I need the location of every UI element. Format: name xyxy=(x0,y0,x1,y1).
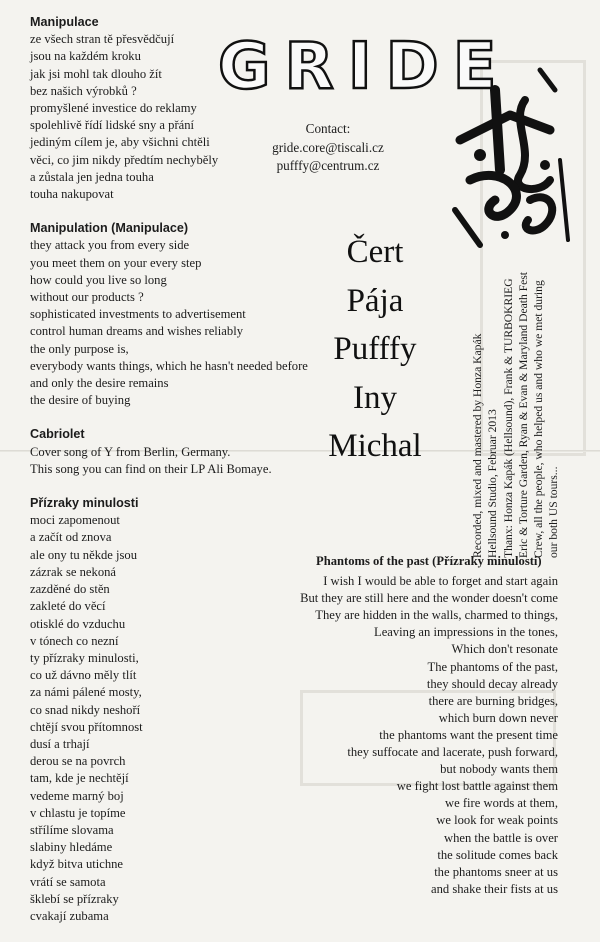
lyric-line: tam, kde je nechtějí xyxy=(30,771,129,786)
lyric-line: bez našich výrobků ? xyxy=(30,83,137,98)
lyric-line: The phantoms of the past, xyxy=(427,659,558,674)
lyric-line: dusí a trhají xyxy=(30,736,90,751)
lyrics-section xyxy=(30,220,330,409)
section-title: Přízraky minulosti xyxy=(30,496,139,511)
section-title: Manipulace xyxy=(30,15,99,29)
lyric-line: we look for weak points xyxy=(436,813,558,828)
lyric-line: But they are still here and the wonder doesn't come xyxy=(300,591,558,606)
contact-email: pufffy@centrum.cz xyxy=(276,158,380,173)
lyric-line: střílíme slovama xyxy=(30,822,114,837)
lyric-line: moci zapomenout xyxy=(30,513,120,528)
lyric-line: za námi pálené mosty, xyxy=(30,685,142,700)
credits-line: Hellsound Studio, Februar 2013 xyxy=(486,409,500,558)
lyric-line: v tónech co nezní xyxy=(30,633,119,648)
lyric-line: šklebí se přízraky xyxy=(30,891,119,906)
section-title: Cabriolet xyxy=(30,427,85,442)
lyric-line: jsou na každém kroku xyxy=(30,49,141,64)
lyric-line: v chlastu je topíme xyxy=(30,805,126,820)
lyric-line: derou se na povrch xyxy=(30,754,126,769)
credits-line: Thanx: Honza Kapák (Hellsound), Frank & TURBOKRIEG xyxy=(501,278,515,558)
lyric-line: ale ony tu někde jsou xyxy=(30,547,138,562)
lyric-line: Which don't resonate xyxy=(451,642,558,657)
contact-email: gride.core@tiscali.cz xyxy=(272,139,384,155)
lyric-line: Leaving an impressions in the tones, xyxy=(374,625,558,640)
lyric-line: promyšlené investice do reklamy xyxy=(30,101,197,116)
lyric-line: chtějí svou přítomnost xyxy=(30,719,143,734)
lyric-line: without our products ? xyxy=(30,290,144,305)
lyric-line: zázrak se nekoná xyxy=(30,564,117,579)
contact-heading: Contact: xyxy=(305,121,351,136)
lyric-line: control human dreams and wishes reliably xyxy=(30,324,243,339)
lyric-line: everybody wants things, which he hasn't needed before xyxy=(30,358,308,373)
lyric-line: I wish I would be able to forget and start again xyxy=(323,574,558,589)
lyric-line: they suffocate and lacerate, push forward, xyxy=(347,745,558,760)
lyric-line: the phantoms sneer at us xyxy=(434,864,558,879)
lyric-line: when the battle is over xyxy=(443,830,558,845)
lyric-line: jediným cílem je, aby všichni chtěli xyxy=(30,135,210,150)
lyric-line: otisklé do vzduchu xyxy=(30,616,126,631)
credits-line: Crew, all the people, who helped us and who we met during xyxy=(532,280,546,558)
band-members xyxy=(300,228,450,471)
section-title: Manipulation (Manipulace) xyxy=(30,221,189,236)
lyric-line: spolehlivě řídí lidské sny a přání xyxy=(30,118,195,133)
lyric-line: how could you live so long xyxy=(30,272,167,287)
lyric-line: Cover song of Y from Berlin, Germany. xyxy=(30,444,231,459)
lyric-line: co snad nikdy neshoří xyxy=(30,702,141,717)
lyric-line: sophisticated investments to advertisement xyxy=(30,307,246,322)
lyric-line: cvakají zubama xyxy=(30,908,109,923)
lyric-line: they should decay already xyxy=(426,676,558,691)
phantoms-title: Phantoms of the past (Přízraky minulosti) xyxy=(316,554,542,568)
lyric-line: a zůstala jen jedna touha xyxy=(30,169,154,184)
lyric-line: there are burning bridges, xyxy=(428,693,558,708)
member-name: Pufffy xyxy=(333,331,417,367)
contact-block xyxy=(268,120,388,176)
lyric-line: vedeme marný boj xyxy=(30,788,124,803)
lyric-line: they attack you from every side xyxy=(30,238,190,253)
lyric-line: and only the desire remains xyxy=(30,376,169,391)
lyric-line: ze všech stran tě přesvědčují xyxy=(30,32,175,47)
lyrics-section xyxy=(30,426,330,478)
member-name: Iny xyxy=(353,379,397,416)
lyric-line: we fight lost battle against them xyxy=(396,779,558,794)
lyric-line: a začít od znova xyxy=(30,530,112,545)
credits-block xyxy=(470,228,562,558)
lyric-line: když bitva utichne xyxy=(30,857,124,872)
lyric-line: This song you can find on their LP Ali Bomaye. xyxy=(30,461,272,476)
member-name: Pája xyxy=(346,282,404,319)
lyric-line: but nobody wants them xyxy=(440,762,558,777)
graffiti-tag-scrawl xyxy=(440,60,570,250)
lyric-line: slabiny hledáme xyxy=(30,840,113,855)
lyric-line: the desire of buying xyxy=(30,393,131,408)
credits-line: Eric & Torture Garden, Ryan & Evan & Maryland Death Fest xyxy=(516,271,530,558)
lyric-line: and shake their fists at us xyxy=(431,881,558,896)
member-name: Michal xyxy=(328,428,422,464)
lyric-line: you meet them on your every step xyxy=(30,255,202,270)
lyric-line: we fire words at them, xyxy=(445,796,558,811)
member-name: Čert xyxy=(346,234,404,270)
band-name: GRIDE xyxy=(218,30,511,104)
lyric-line: co už dávno měly tlít xyxy=(30,668,137,683)
lyric-line: They are hidden in the walls, charmed to things, xyxy=(315,608,558,623)
lyric-line: the solitude comes back xyxy=(437,847,558,862)
credits-line: Recorded, mixed and mastered by Honza Kapák xyxy=(471,333,484,558)
lyric-line: vrátí se samota xyxy=(30,874,106,889)
lyric-line: jak jsi mohl tak dlouho žít xyxy=(30,66,162,81)
lyric-line: věci, co jim nikdy předtím nechyběly xyxy=(30,152,219,167)
lyric-line: zazděné do stěn xyxy=(30,582,110,597)
lyric-line: ty přízraky minulosti, xyxy=(30,650,139,665)
lyric-line: which burn down never xyxy=(438,710,558,725)
lyric-line: touha nakupovat xyxy=(30,187,114,202)
lyric-line: zakleté do věcí xyxy=(30,599,106,614)
credits-line: our both US tours... xyxy=(547,466,561,558)
phantoms-lyrics xyxy=(268,553,568,898)
lyric-line: the phantoms want the present time xyxy=(379,727,558,742)
lyric-line: the only purpose is, xyxy=(30,341,129,356)
